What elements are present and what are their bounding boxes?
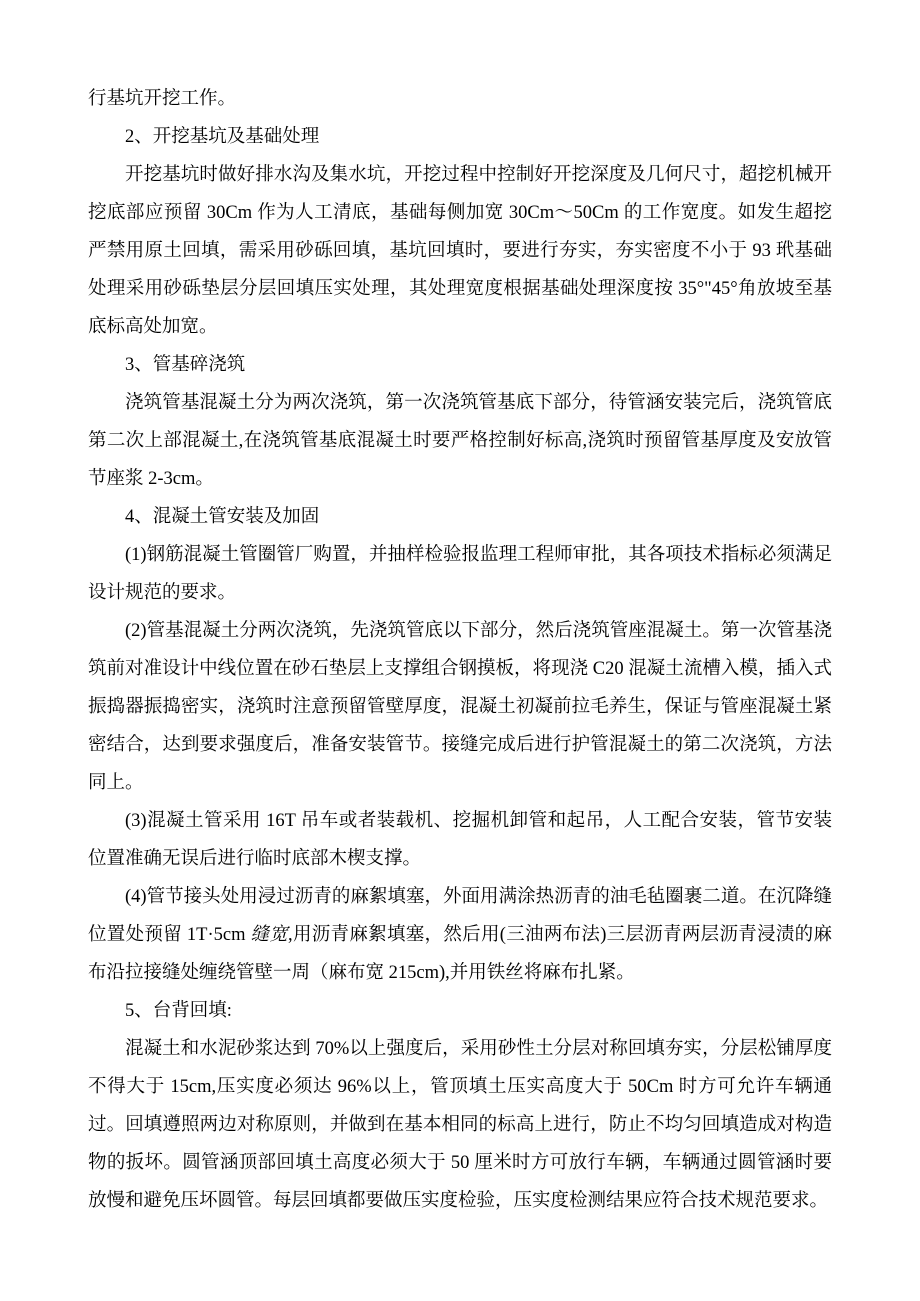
paragraph-continuation: 行基坑开挖工作。 <box>88 89 237 109</box>
section-heading-5: 5、台背回填: <box>125 1001 232 1021</box>
paragraph-pipe-base-pouring: 浇筑管基混凝土分为两次浇筑，第一次浇筑管基底下部分，待管涵安装完后，浇筑管底第二次上部混凝土,在浇筑管基底混凝土时要严格控制好标高,浇筑时预留管基厚度及安放管节座浆 2-3cm。 <box>88 393 832 489</box>
paragraph-item-2: (2)管基混凝土分两次浇筑，先浇筑管底以下部分，然后浇筑管座混凝土。第一次管基浇筑前对准设计中线位置在砂石垫层上支撑组合钢摸板，将现浇 C20 混凝土流槽入模，插入式振捣器振捣密实，浇筑时注意预留管壁厚度，混凝土初凝前拉毛养生，保证与管座混凝土紧密结合，达到要求强度后，准备安装管节。接缝完成后进行护管混凝土的第二次浇筑，方法同上。 <box>88 621 832 793</box>
paragraph-excavation: 开挖基坑时做好排水沟及集水坑，开挖过程中控制好开挖深度及几何尺寸，超挖机械开挖底部应预留 30Cm 作为人工清底，基础每侧加宽 30Cm～50Cm 的工作宽度。如发生超挖严禁用原土回填，需采用砂砾回填，基坑回填时，要进行夯实，夯实密度不小于 93 玳基础处理采用砂砾垫层分层回填压实处理，其处理宽度根据基础处理深度按 35°"45°角放坡至基底标高处加宽。 <box>88 165 832 337</box>
text-segment: ,用沥青麻絮填塞，然后用(三油两布法)三层沥青两层沥青浸渍的麻布沿拉接缝处缠绕管壁一周（麻布宽 215cm),并用铁丝将麻布扎紧。 <box>88 925 832 983</box>
section-heading-4: 4、混凝土管安装及加固 <box>125 507 320 527</box>
text-segment-italic: 缝宽 <box>250 925 289 945</box>
section-heading-2: 2、开挖基坑及基础处理 <box>125 127 320 147</box>
paragraph-backfill: 混凝土和水泥砂浆达到 70%以上强度后，采用砂性土分层对称回填夯实，分层松铺厚度不得大于 15cm,压实度必须达 96%以上，管顶填土压实高度大于 50Cm 时方可允许车辆通过。回填遵照两边对称原则，并做到在基本相同的标高上进行，防止不均匀回填造成对构造物的扳坏。圆管涵顶部回填土高度必须大于 50 厘米时方可放行车辆，车辆通过圆管涵时要放慢和避免压坏圆管。每层回填都要做压实度检验，压实度检测结果应符合技术规范要求。 <box>88 1039 832 1211</box>
paragraph-item-4 <box>88 878 832 992</box>
section-heading-3: 3、管基碎浇筑 <box>125 355 246 375</box>
paragraph-item-1: (1)钢筋混凝土管圈管厂购置，并抽样检验报监理工程师审批，其各项技术指标必须满足设计规范的要求。 <box>88 545 832 603</box>
paragraph-item-3: (3)混凝土管采用 16T 吊车或者装载机、挖掘机卸管和起吊，人工配合安装，管节安装位置准确无误后进行临时底部木楔支撑。 <box>88 811 832 869</box>
text-segment: (4)管节接头处用浸过沥青的麻絮填塞，外面用满涂热沥青的油毛毡圈裹二道。在沉降缝位置处预留 1T·5cm <box>88 887 832 945</box>
